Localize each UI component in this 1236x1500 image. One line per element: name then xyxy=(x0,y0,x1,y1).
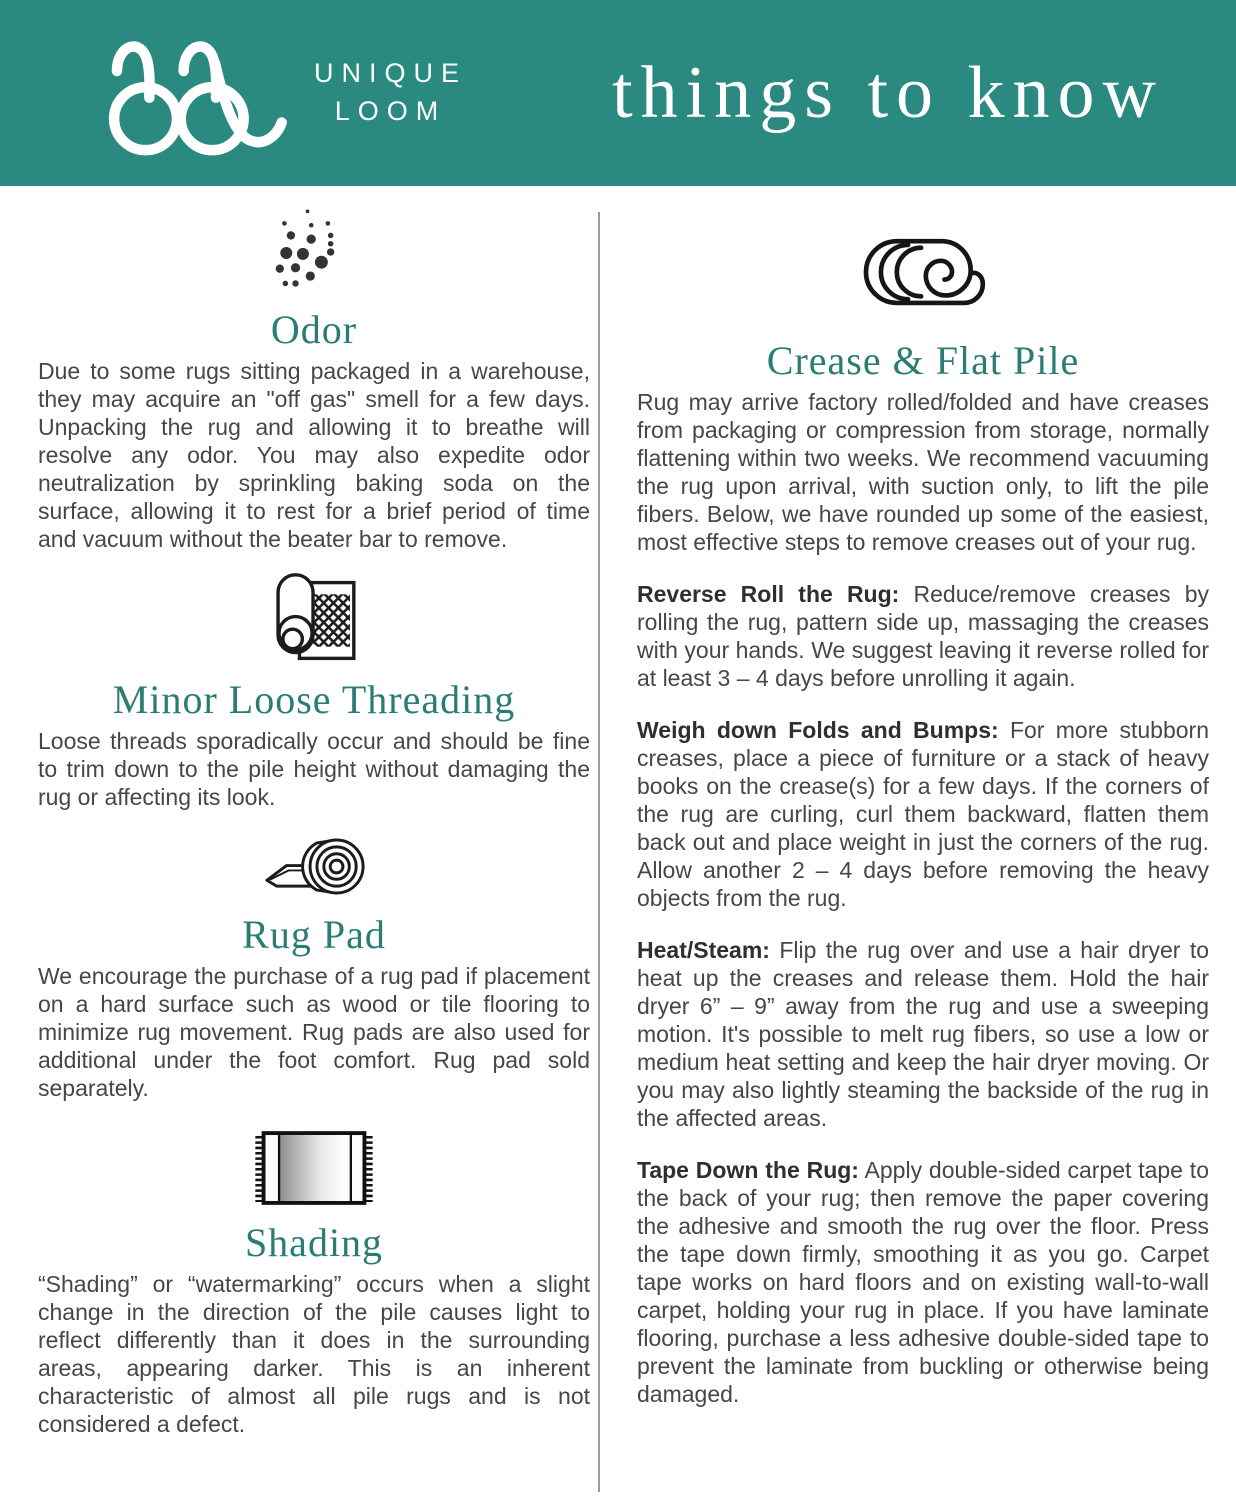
brand-line-1: UNIQUE xyxy=(314,58,468,89)
content-area xyxy=(0,186,1236,1500)
section-crease-flat-pile xyxy=(637,230,1209,556)
brand-name xyxy=(314,55,467,131)
page-title: things to know xyxy=(612,51,1164,134)
section-body-shading: “Shading” or “watermarking” occurs when a slight change in the direction of the pile causes light to reflect differently than it does in the surrounding areas, appearing darker. This is an inherent characteristic of almost all pile rugs and is not considered a defect. xyxy=(38,1271,590,1437)
section-rug-pad xyxy=(38,835,590,1102)
section-heading-crease: Crease & Flat Pile xyxy=(766,338,1080,383)
tip-body-reverse-roll: Reduce/remove creases by rolling the rug, pattern side up, massaging the creases with your hands. We suggest leaving it reverse rolled for at least 3 – 4 days before unrolling it again. xyxy=(637,581,1210,691)
odor-dots-icon xyxy=(38,204,590,301)
section-heading-rug-pad: Rug Pad xyxy=(242,912,386,957)
section-heading-shading: Shading xyxy=(244,1220,384,1265)
tip-body-weigh-down: For more stubborn creases, place a piece of furniture or a stack of heavy books on the crease(s) for a few days. If the corners of the rug are curling, curl them backward, flatten them back out and place weight in just the corners of the rug. Allow another 2 – 4 days before removing the heavy objects from the rug. xyxy=(637,717,1209,911)
tip-weigh-down xyxy=(637,716,1209,912)
unique-loom-logo-icon xyxy=(96,29,296,157)
column-divider xyxy=(598,212,600,1492)
tip-label-reverse-roll: Reverse Roll the Rug: xyxy=(637,581,900,607)
section-body-odor: Due to some rugs sitting packaged in a warehouse, they may acquire an "off gas" smell for a few days. Unpacking the rug and allowing it to breathe will resolve any odor. You may also expedite odor neutralization by sprinkling baking soda on the surface, allowing it to rest for a brief period of time and vacuum without the beater bar to remove. xyxy=(38,358,590,552)
rolled-rug-side-icon xyxy=(637,230,1209,316)
tip-body-tape-down: Apply double-sided carpet tape to the back of your rug; then remove the paper covering the adhesive and smooth the rug over the floor. Press the tape down firmly, smoothing it as you go. Carpet tape works on hard floors and on existing wall-to-wall carpet, holding your rug in place. If you have laminate flooring, purchase a less adhesive double-sided tape to prevent the laminate from buckling or otherwise being damaged. xyxy=(637,1157,1209,1407)
tip-label-tape-down: Tape Down the Rug: xyxy=(637,1157,859,1183)
shaded-rug-fringe-icon xyxy=(38,1128,590,1208)
tip-label-heat-steam: Heat/Steam: xyxy=(637,937,770,963)
tip-heat-steam xyxy=(637,936,1209,1132)
tip-tape-down xyxy=(637,1156,1209,1408)
rolled-rug-crosshatch-icon xyxy=(38,569,590,671)
right-column xyxy=(637,186,1209,1500)
brand xyxy=(96,29,467,157)
left-column xyxy=(38,186,590,1500)
section-body-crease: Rug may arrive factory rolled/folded and have creases from packaging or compression from storage, normally flattening within two weeks. We recommend vacuuming the rug upon arrival, with suction only, to lift the pile fibers. Below, we have rounded up some of the easiest, most effective steps to remove creases out of your rug. xyxy=(637,389,1209,555)
header-banner xyxy=(0,0,1236,186)
brand-line-2: LOOM xyxy=(334,96,447,126)
tip-reverse-roll xyxy=(637,580,1209,692)
section-heading-threading: Minor Loose Threading xyxy=(112,677,516,722)
section-minor-loose-threading xyxy=(38,569,590,811)
section-heading-odor: Odor xyxy=(270,307,358,352)
tip-label-weigh-down: Weigh down Folds and Bumps: xyxy=(637,717,999,743)
section-body-rug-pad: We encourage the purchase of a rug pad if placement on a hard surface such as wood or tile flooring to minimize rug movement. Rug pads are also used for additional under the foot comfort. Rug pad sold separately. xyxy=(38,963,590,1101)
rug-pad-roll-icon xyxy=(38,835,590,900)
tip-body-heat-steam: Flip the rug over and use a hair dryer to heat up the creases and release them. Hold the hair dryer 6” – 9” away from the rug and use a sweeping motion. It's possible to melt rug fibers, so use a low or medium heat setting and keep the hair dryer moving. Or you may also lightly steaming the backside of the rug in the affected areas. xyxy=(637,937,1209,1131)
section-odor xyxy=(38,204,590,553)
section-shading xyxy=(38,1128,590,1438)
section-body-threading: Loose threads sporadically occur and should be fine to trim down to the pile height without damaging the rug or affecting its look. xyxy=(38,728,590,810)
